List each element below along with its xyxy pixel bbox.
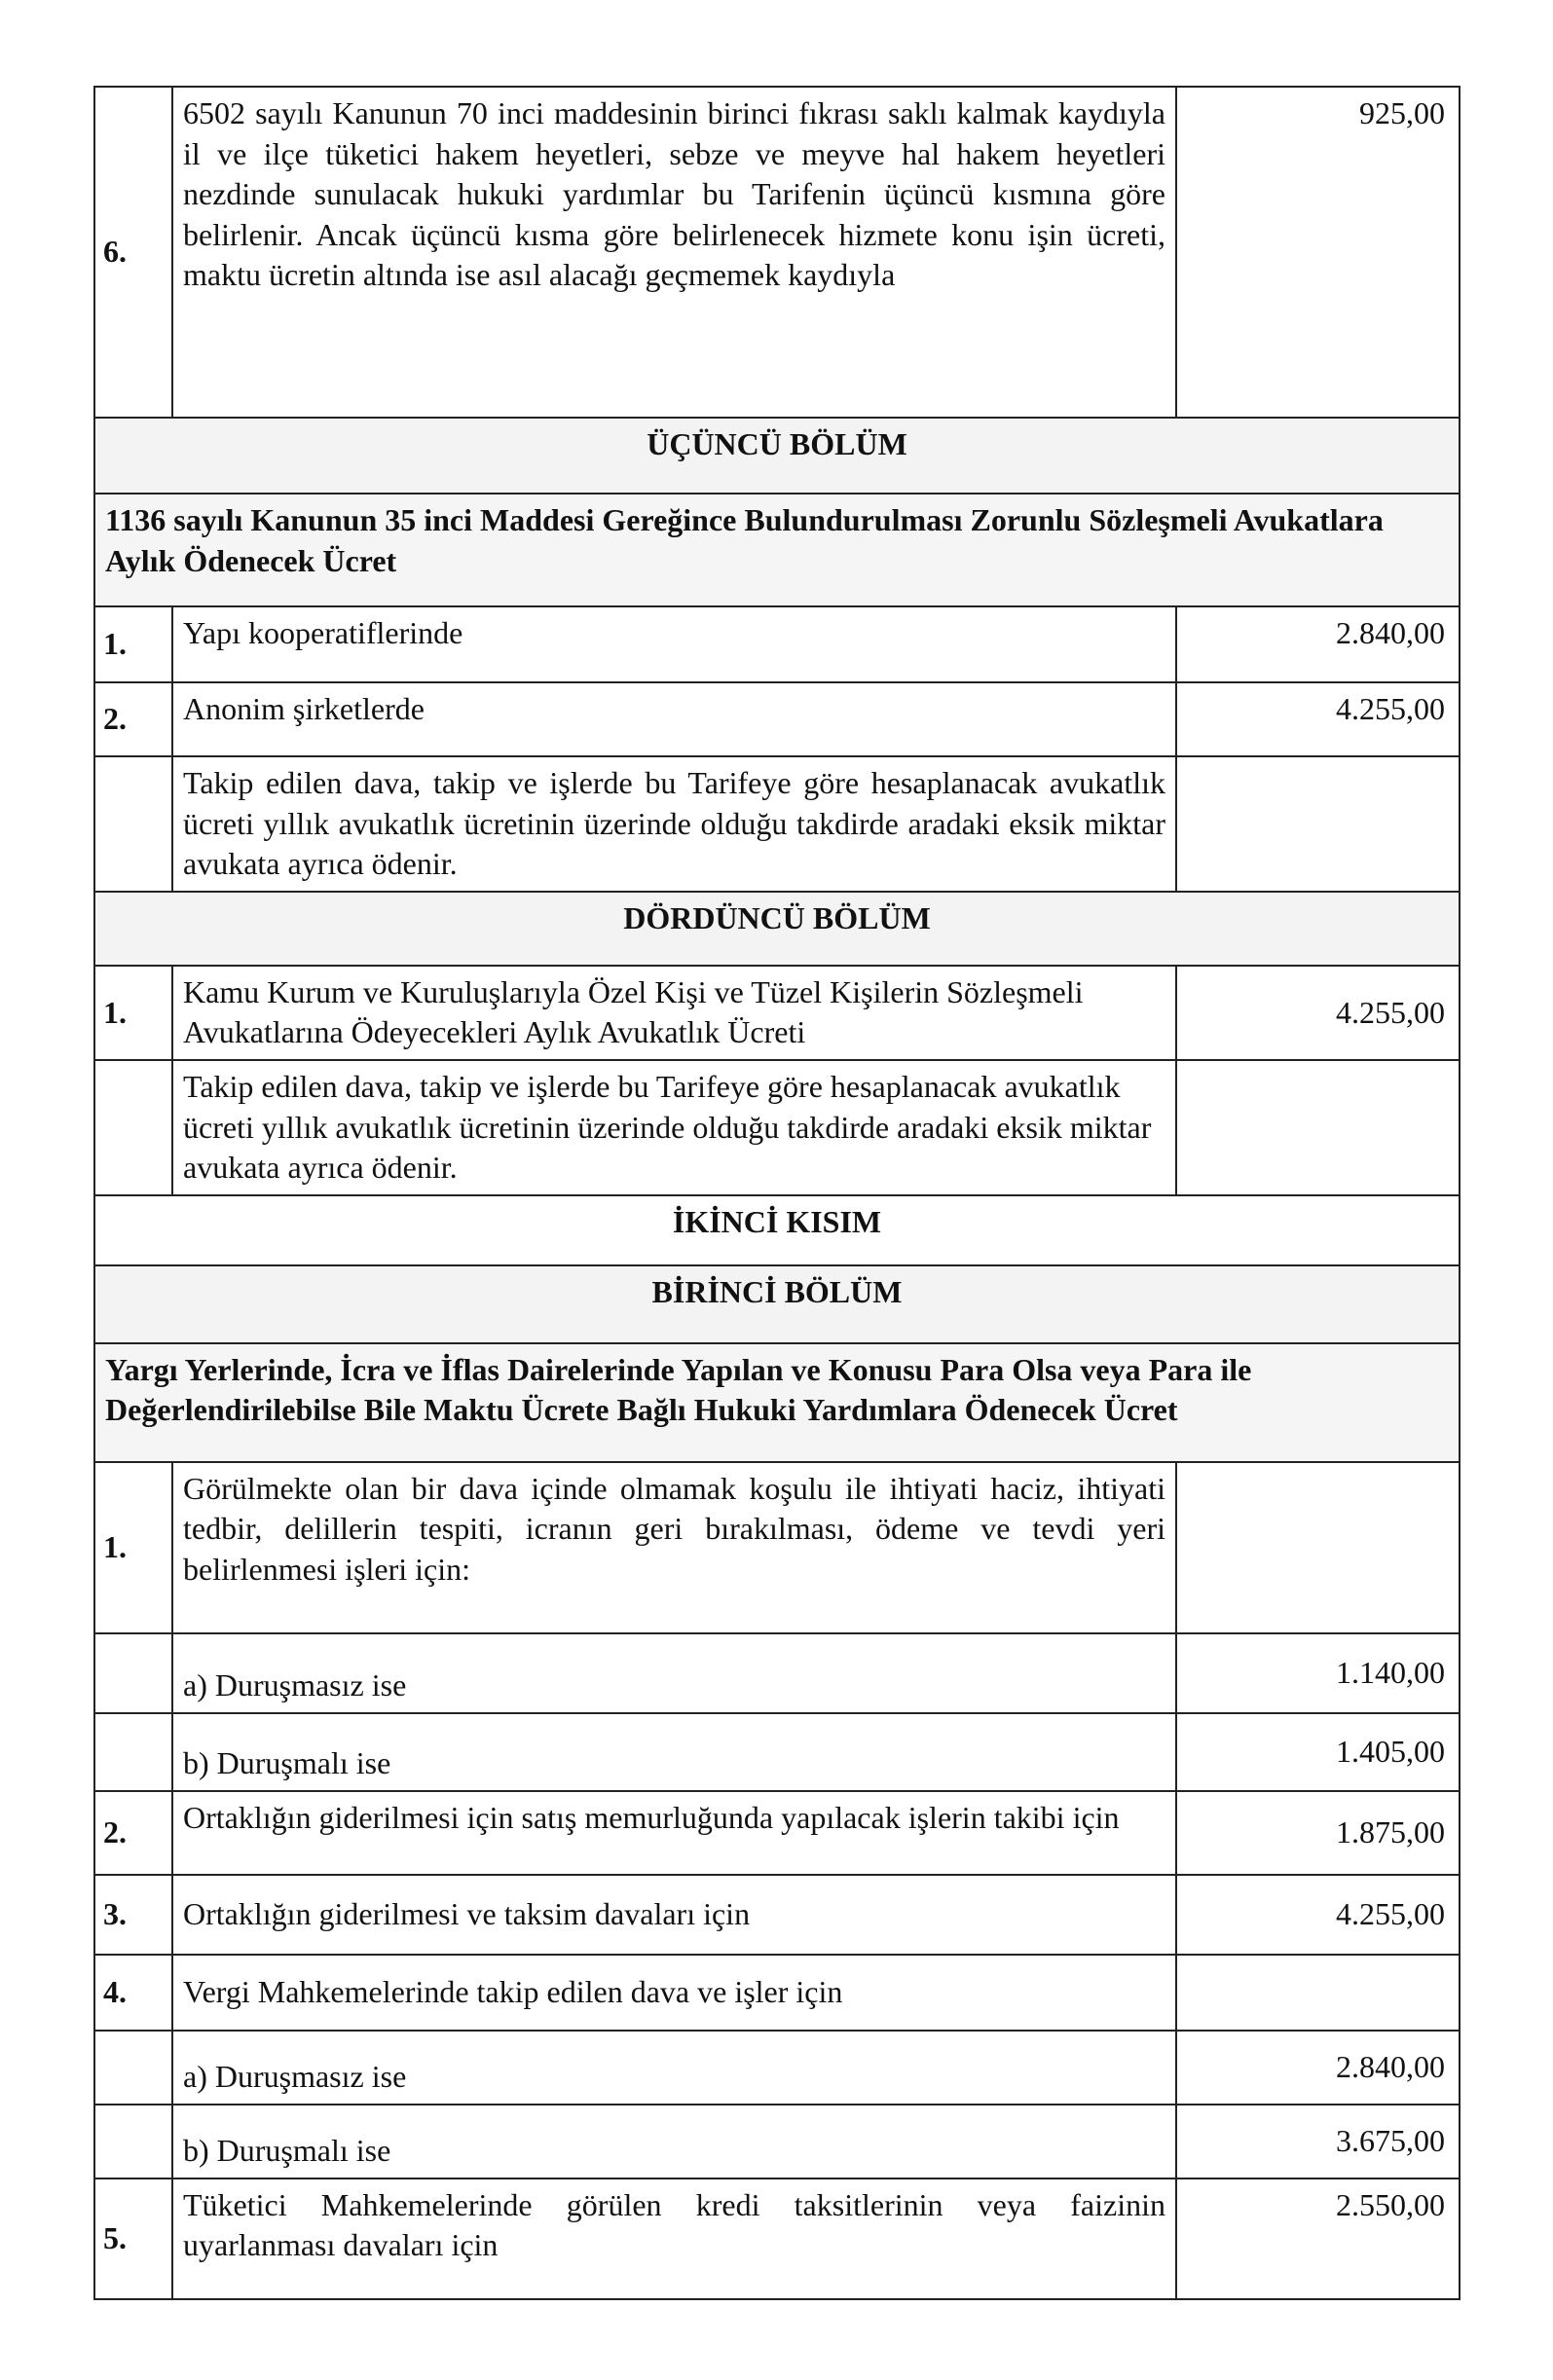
table-row — [94, 2031, 1460, 2105]
section-row — [94, 1265, 1460, 1343]
row-amount — [1176, 1060, 1460, 1195]
row-description: Takip edilen dava, takip ve işlerde bu Tarifeye göre hesaplanacak avukatlık ücreti yıllık avukatlık ücretinin üzerinde olduğu takdirde aradaki eksik miktar avukata ayrıca ödenir. — [172, 1060, 1176, 1195]
table-row — [94, 606, 1460, 682]
row-number: 3. — [94, 1875, 172, 1955]
heading-row — [94, 1343, 1460, 1462]
row-number: 6. — [94, 87, 172, 418]
section-row — [94, 418, 1460, 494]
table-row — [94, 1060, 1460, 1195]
table-row — [94, 1955, 1460, 2031]
row-number — [94, 1713, 172, 1791]
tariff-table — [93, 86, 1461, 2300]
row-amount: 4.255,00 — [1176, 966, 1460, 1060]
row-description: a) Duruşmasız ise — [172, 2031, 1176, 2105]
section-row — [94, 1195, 1460, 1265]
row-description: a) Duruşmasız ise — [172, 1633, 1176, 1713]
table-row — [94, 1875, 1460, 1955]
row-amount: 2.840,00 — [1176, 606, 1460, 682]
row-description: Ortaklığın giderilmesi için satış memurluğunda yapılacak işlerin takibi için — [172, 1791, 1176, 1875]
table-row — [94, 1713, 1460, 1791]
row-amount — [1176, 1462, 1460, 1633]
table-row — [94, 682, 1460, 756]
row-number: 1. — [94, 606, 172, 682]
row-number: 1. — [94, 966, 172, 1060]
row-amount: 4.255,00 — [1176, 682, 1460, 756]
row-amount: 2.550,00 — [1176, 2179, 1460, 2299]
row-description: Ortaklığın giderilmesi ve taksim davaları için — [172, 1875, 1176, 1955]
row-description: b) Duruşmalı ise — [172, 1713, 1176, 1791]
row-description: Görülmekte olan bir dava içinde olmamak koşulu ile ihtiyati haciz, ihtiyati tedbir, delillerin tespiti, icranın geri bırakılması, ödeme ve tevdi yeri belirlenmesi işleri için: — [172, 1462, 1176, 1633]
row-description: b) Duruşmalı ise — [172, 2105, 1176, 2179]
row-amount: 4.255,00 — [1176, 1875, 1460, 1955]
row-amount: 3.675,00 — [1176, 2105, 1460, 2179]
row-amount: 1.875,00 — [1176, 1791, 1460, 1875]
row-description: Anonim şirketlerde — [172, 682, 1176, 756]
row-description: Yapı kooperatiflerinde — [172, 606, 1176, 682]
section-title: ÜÇÜNCÜ BÖLÜM — [94, 418, 1460, 494]
section-title: DÖRDÜNCÜ BÖLÜM — [94, 892, 1460, 966]
row-description: Kamu Kurum ve Kuruluşlarıyla Özel Kişi ve Tüzel Kişilerin Sözleşmeli Avukatlarına Ödeyecekleri Aylık Avukatlık Ücreti — [172, 966, 1176, 1060]
section-heading: 1136 sayılı Kanunun 35 inci Maddesi Gereğince Bulundurulması Zorunlu Sözleşmeli Avukatlara Aylık Ödenecek Ücret — [94, 494, 1460, 606]
heading-row — [94, 494, 1460, 606]
row-number: 2. — [94, 1791, 172, 1875]
row-description: Tüketici Mahkemelerinde görülen kredi taksitlerinin veya faizinin uyarlanması davaları için — [172, 2179, 1176, 2299]
row-amount: 2.840,00 — [1176, 2031, 1460, 2105]
row-description: Takip edilen dava, takip ve işlerde bu Tarifeye göre hesaplanacak avukatlık ücreti yıllık avukatlık ücretinin üzerinde olduğu takdirde aradaki eksik miktar avukata ayrıca ödenir. — [172, 756, 1176, 892]
table-row — [94, 87, 1460, 418]
section-heading: Yargı Yerlerinde, İcra ve İflas Dairelerinde Yapılan ve Konusu Para Olsa veya Para ile Değerlendirilebilse Bile Maktu Ücrete Bağlı Hukuki Yardımlara Ödenecek Ücret — [94, 1343, 1460, 1462]
row-number — [94, 2105, 172, 2179]
table-row — [94, 1791, 1460, 1875]
row-number: 1. — [94, 1462, 172, 1633]
part-title: İKİNCİ KISIM — [94, 1195, 1460, 1265]
row-number — [94, 1633, 172, 1713]
row-amount: 925,00 — [1176, 87, 1460, 418]
row-amount: 1.140,00 — [1176, 1633, 1460, 1713]
row-description: 6502 sayılı Kanunun 70 inci maddesinin birinci fıkrası saklı kalmak kaydıyla il ve ilçe tüketici hakem heyetleri, sebze ve meyve hal hakem heyetleri nezdinde sunulacak hukuki yardımlar bu Tarifenin üçüncü kısmına göre belirlenir. Ancak üçüncü kısma göre belirlenecek hizmete konu işin ücreti, maktu ücretin altında ise asıl alacağı geçmemek kaydıyla — [172, 87, 1176, 418]
row-description: Vergi Mahkemelerinde takip edilen dava ve işler için — [172, 1955, 1176, 2031]
table-row — [94, 1633, 1460, 1713]
row-number: 4. — [94, 1955, 172, 2031]
row-amount — [1176, 1955, 1460, 2031]
row-number — [94, 1060, 172, 1195]
table-row — [94, 756, 1460, 892]
row-number: 2. — [94, 682, 172, 756]
section-title: BİRİNCİ BÖLÜM — [94, 1265, 1460, 1343]
row-amount: 1.405,00 — [1176, 1713, 1460, 1791]
table-row — [94, 1462, 1460, 1633]
section-row — [94, 892, 1460, 966]
table-row — [94, 2105, 1460, 2179]
row-number: 5. — [94, 2179, 172, 2299]
row-amount — [1176, 756, 1460, 892]
table-row — [94, 966, 1460, 1060]
row-number — [94, 756, 172, 892]
table-row — [94, 2179, 1460, 2299]
row-number — [94, 2031, 172, 2105]
